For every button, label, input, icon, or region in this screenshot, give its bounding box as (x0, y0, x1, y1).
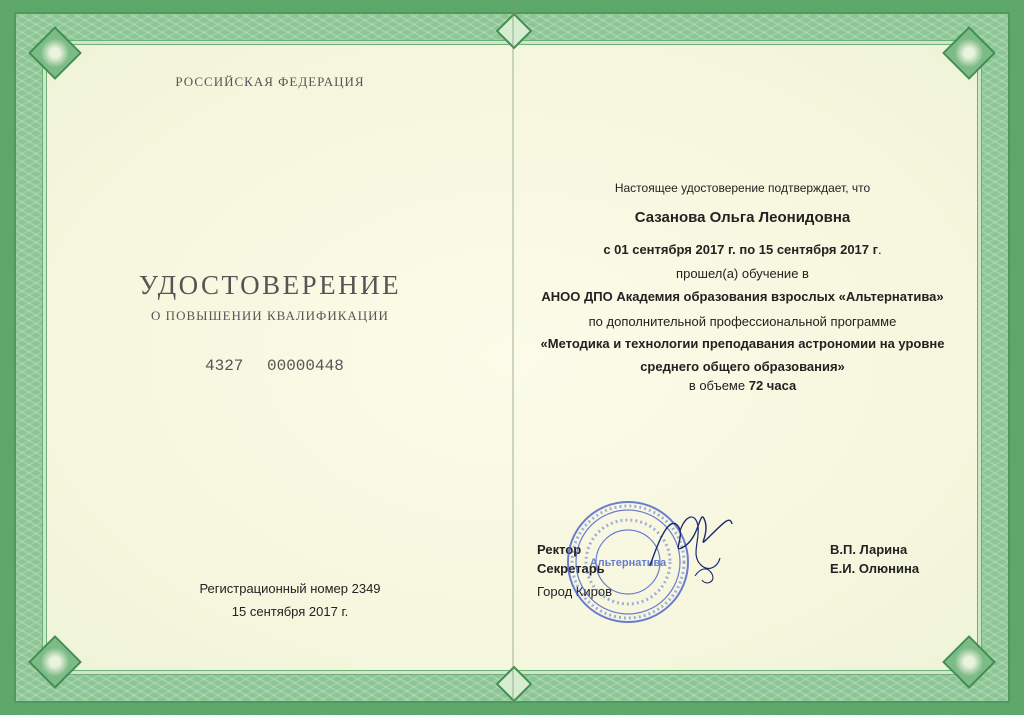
volume-prefix: в объеме (688, 378, 749, 393)
trained-at-label: прошел(а) обучение в (676, 266, 809, 281)
training-period-dot: . (878, 242, 882, 257)
document-subtitle: О ПОВЫШЕНИИ КВАЛИФИКАЦИИ (151, 308, 389, 323)
registration-number: Регистрационный номер 2349 (199, 581, 381, 596)
document-title: УДОСТОВЕРЕНИЕ (138, 270, 402, 300)
program-volume (525, 378, 960, 393)
issue-date: 15 сентября 2017 г. (231, 604, 349, 619)
training-period (525, 242, 960, 257)
program-intro: по дополнительной профессиональной программе (588, 314, 897, 329)
stamp-center-text: Альтернатива (589, 557, 667, 569)
program-title-line2: среднего общего образования» (640, 359, 845, 374)
country-heading: РОССИЙСКАЯ ФЕДЕРАЦИЯ (175, 74, 365, 89)
city-label: Город Киров (537, 584, 612, 599)
certificate-intro: Настоящее удостоверение подтверждает, что (614, 181, 871, 195)
holder-name: Сазанова Ольга Леонидовна (634, 209, 851, 226)
rector-label: Ректор (537, 542, 582, 557)
training-period-dates: с 01 сентября 2017 г. по 15 сентября 2017 г (603, 242, 879, 257)
volume-value: 72 часа (748, 378, 797, 393)
organization-name: АНОО ДПО Академия образования взрослых «Альтернатива» (541, 289, 944, 304)
secretary-name: Е.И. Олюнина (830, 561, 920, 576)
rector-name: В.П. Ларина (830, 542, 908, 557)
handwritten-signature-icon (640, 496, 740, 596)
document-number: 00000448 (267, 357, 344, 375)
document-series: 4327 (205, 357, 244, 375)
secretary-label: Секретарь (537, 561, 605, 576)
program-title-line1: «Методика и технологии преподавания астрономии на уровне (540, 336, 945, 351)
page-fold-line (512, 0, 514, 715)
